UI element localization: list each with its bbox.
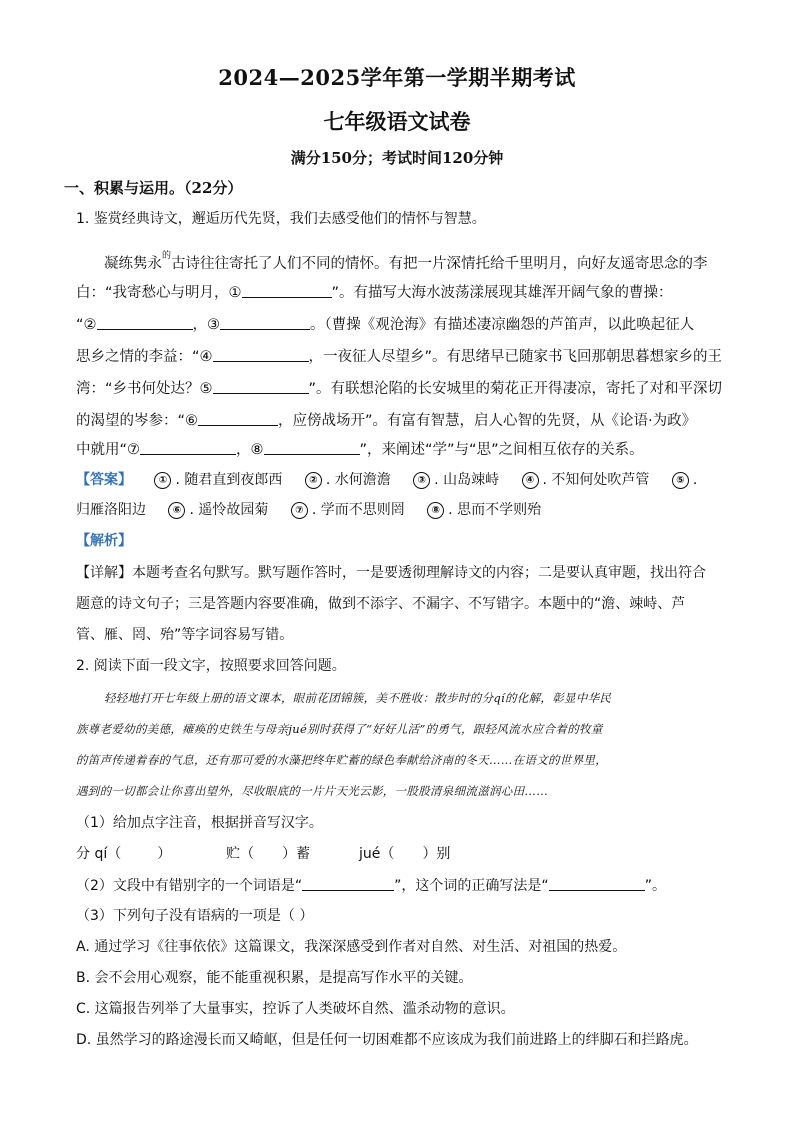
analysis-detail-line3: 管、雁、罔、殆”等字词容易写错。 xyxy=(76,627,294,643)
q1-paragraph-line6: 的渴望的岑参：“⑥ ，应傍战场开”。有富有智慧，启人心智的先贤，从《论语·为政》 xyxy=(76,410,696,431)
q1-paragraph-line3: “② ，③ 。（曹操《观沧海》有描述凄凉幽怨的芦笛声，以此唤起征人 xyxy=(76,314,694,335)
q1-paragraph-line7: 中就用“⑦ ，⑧ ”，来阐述“学”与“思”之间相互依存的关系。 xyxy=(76,439,644,460)
blank-2[interactable] xyxy=(97,314,193,330)
sub-question-1: （1）给加点字注音，根据拼音写汉字。 xyxy=(76,815,323,831)
exam-subtitle: 七年级语文试卷 xyxy=(323,109,471,134)
passage-line1: 轻轻地打开七年级上册的语文课本，眼前花团锦簇，美不胜收：散步时的分qí的化解，彰显中华民 xyxy=(104,691,612,705)
answer-item: 归雁洛阳边 xyxy=(76,502,146,518)
blank-8[interactable] xyxy=(264,439,360,455)
q1-paragraph-line4: 思乡之情的李益：“④ ，一夜征人尽望乡”。有思绪早已随家书飞回那朝思暮想家乡的王 xyxy=(76,346,722,367)
section-heading: 一、积累与运用。（22分） xyxy=(64,179,243,197)
q1-paragraph-line5: 湾：“乡书何处达？⑤ ”。有联想沦陷的长安城里的菊花正开得凄凉，寄托了对和平深切 xyxy=(76,378,722,399)
correct-word-blank[interactable] xyxy=(549,875,645,891)
answer-item: ① . 随君直到夜郎西 xyxy=(154,470,282,490)
blank-4[interactable] xyxy=(213,346,309,362)
answer-item: ② . 水何澹澹 xyxy=(305,470,391,490)
blank-7[interactable] xyxy=(140,439,236,455)
q1-paragraph-line1: 凝练隽永$^的$古诗往往寄托了人们不同的情怀。有把一片深情托给千里明月，向好友遥寄思念的李 xyxy=(104,251,708,272)
passage-line2: 族尊老爱幼的美德，瘫痪的史铁生与母亲jué别时获得了“好好儿活”的勇气，跟轻风流水应合着的牧童 xyxy=(76,722,603,736)
question-1-prompt: 1. 鉴赏经典诗文，邂逅历代先贤，我们去感受他们的情怀与智慧。 xyxy=(76,211,486,227)
answer-item: ⑧ . 思而不学则殆 xyxy=(427,500,541,520)
answer-item: ③ . 山岛竦峙 xyxy=(413,470,499,490)
exam-title: 2024—2025学年第一学期半期考试 xyxy=(218,65,576,90)
option-d: D. 虽然学习的路途漫长而又崎岖，但是任何一切困难都不应该成为我们前进路上的绊脚石和拦路虎。 xyxy=(76,1032,698,1048)
blank-1[interactable] xyxy=(242,282,332,298)
pinyin-row: 分 qí（ ） 贮（ ）蓄 jué（ ）别 xyxy=(76,846,451,862)
answer-item: ④ . 不知何处吹芦管 xyxy=(522,470,650,490)
answer-item: ⑤ . xyxy=(672,470,697,490)
analysis-detail-line2: 题意的诗文句子；三是答题内容要准确，做到不添字、不漏字、不写错字。本题中的“澹、竦峙、芦 xyxy=(76,596,686,612)
wrong-word-blank[interactable] xyxy=(302,875,394,891)
blank-3[interactable] xyxy=(220,314,310,330)
answer-line-1 xyxy=(76,470,697,490)
answer-item: ⑦ . 学而不思则罔 xyxy=(291,500,405,520)
analysis-detail-line1: 【详解】本题考查名句默写。默写题作答时，一是要透彻理解诗文的内容；二是要认真审题，找出符合 xyxy=(76,565,706,581)
analysis-label: 【解析】 xyxy=(76,533,132,549)
option-a: A. 通过学习《往事依依》这篇课文，我深深感受到作者对自然、对生活、对祖国的热爱。 xyxy=(76,939,627,955)
q1-paragraph-line2: 白：“我寄愁心与明月，① ”。有描写大海水波荡漾展现其雄浑开阔气象的曹操： xyxy=(76,282,673,303)
exam-info: 满分150分；考试时间120分钟 xyxy=(290,149,504,167)
option-c: C. 这篇报告列举了大量事实，控诉了人类破坏自然、滥杀动物的意识。 xyxy=(76,1001,515,1017)
answer-item: ⑥ . 遥怜故园菊 xyxy=(168,500,268,520)
answer-label: 【答案】 xyxy=(76,472,132,488)
blank-6[interactable] xyxy=(198,410,278,426)
answer-line-2 xyxy=(76,500,559,520)
sub-question-3: （3）下列句子没有语病的一项是（ ） xyxy=(76,908,314,924)
sub-question-2: （2）文段中有错别字的一个词语是“ ”，这个词的正确写法是“ ”。 xyxy=(76,875,666,896)
blank-5[interactable] xyxy=(213,378,309,394)
passage-line4: 遇到的一切都会让你喜出望外，尽收眼底的一片片天光云影，一股股清泉细流滋润心田…… xyxy=(76,784,548,798)
question-2-prompt: 2. 阅读下面一段文字，按照要求回答问题。 xyxy=(76,658,346,674)
passage-line3: 的笛声传递着春的气息，还有那可爱的水藻把终年贮蓄的绿色奉献给济南的冬天……在语文的世界里， xyxy=(76,753,607,767)
option-b: B. 会不会用心观察，能不能重视积累，是提高写作水平的关键。 xyxy=(76,970,473,986)
